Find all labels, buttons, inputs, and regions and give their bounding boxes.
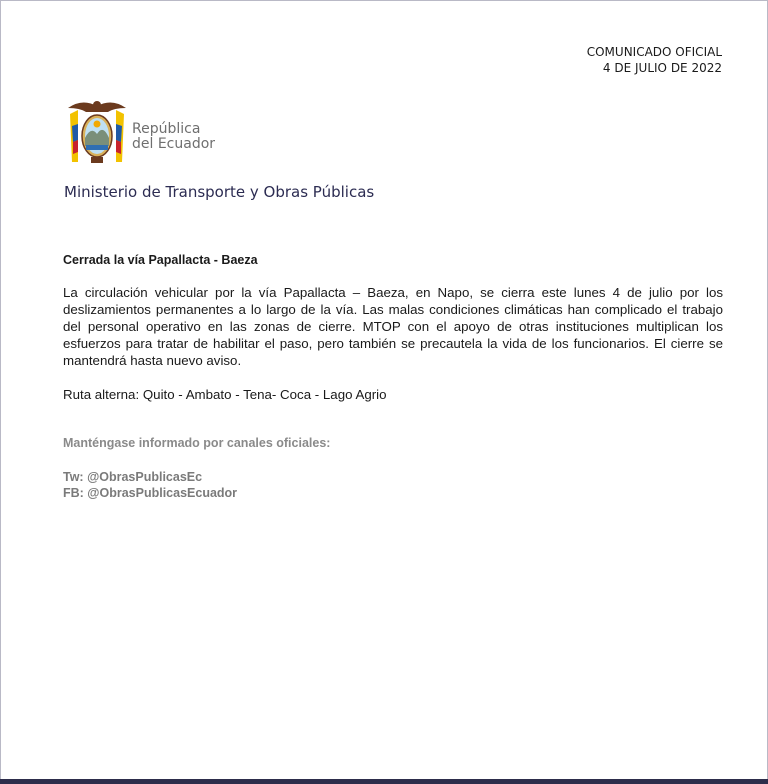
ecuador-logo — [64, 96, 234, 170]
bottom-bar — [0, 779, 768, 784]
logo-text — [132, 122, 215, 152]
facebook-handle: FB: @ObrasPublicasEcuador — [63, 486, 238, 500]
article-title: Cerrada la vía Papallacta - Baeza — [63, 253, 258, 267]
twitter-handle: Tw: @ObrasPublicasEc — [63, 470, 203, 484]
logo-line-republica: República — [132, 121, 201, 137]
stay-informed-heading: Manténgase informado por canales oficiales: — [63, 436, 331, 450]
communique-label: COMUNICADO OFICIAL — [586, 45, 722, 59]
article-body: La circulación vehicular por la vía Papallacta – Baeza, en Napo, se cierra este lunes 4 de julio por los deslizamientos permanentes a lo largo de la vía. Las malas condiciones climáticas han complicado el trabajo del personal operativo en las zonas de cierre. MTOP con el apoyo de otras instituciones multiplican los esfuerzos para tratar de habilitar el paso, pero también se precautela la vida de los funcionarios. El cierre se mantendrá hasta nuevo aviso. — [63, 285, 723, 368]
communique-date: 4 DE JULIO DE 2022 — [602, 61, 722, 75]
logo-line-ecuador: del Ecuador — [132, 136, 216, 152]
coat-of-arms-icon — [64, 96, 130, 168]
social-handles — [63, 469, 237, 501]
document-header — [587, 44, 722, 76]
alternate-route: Ruta alterna: Quito - Ambato - Tena- Coca - Lago Agrio — [63, 387, 387, 402]
ministry-name: Ministerio de Transporte y Obras Públicas — [64, 183, 375, 201]
